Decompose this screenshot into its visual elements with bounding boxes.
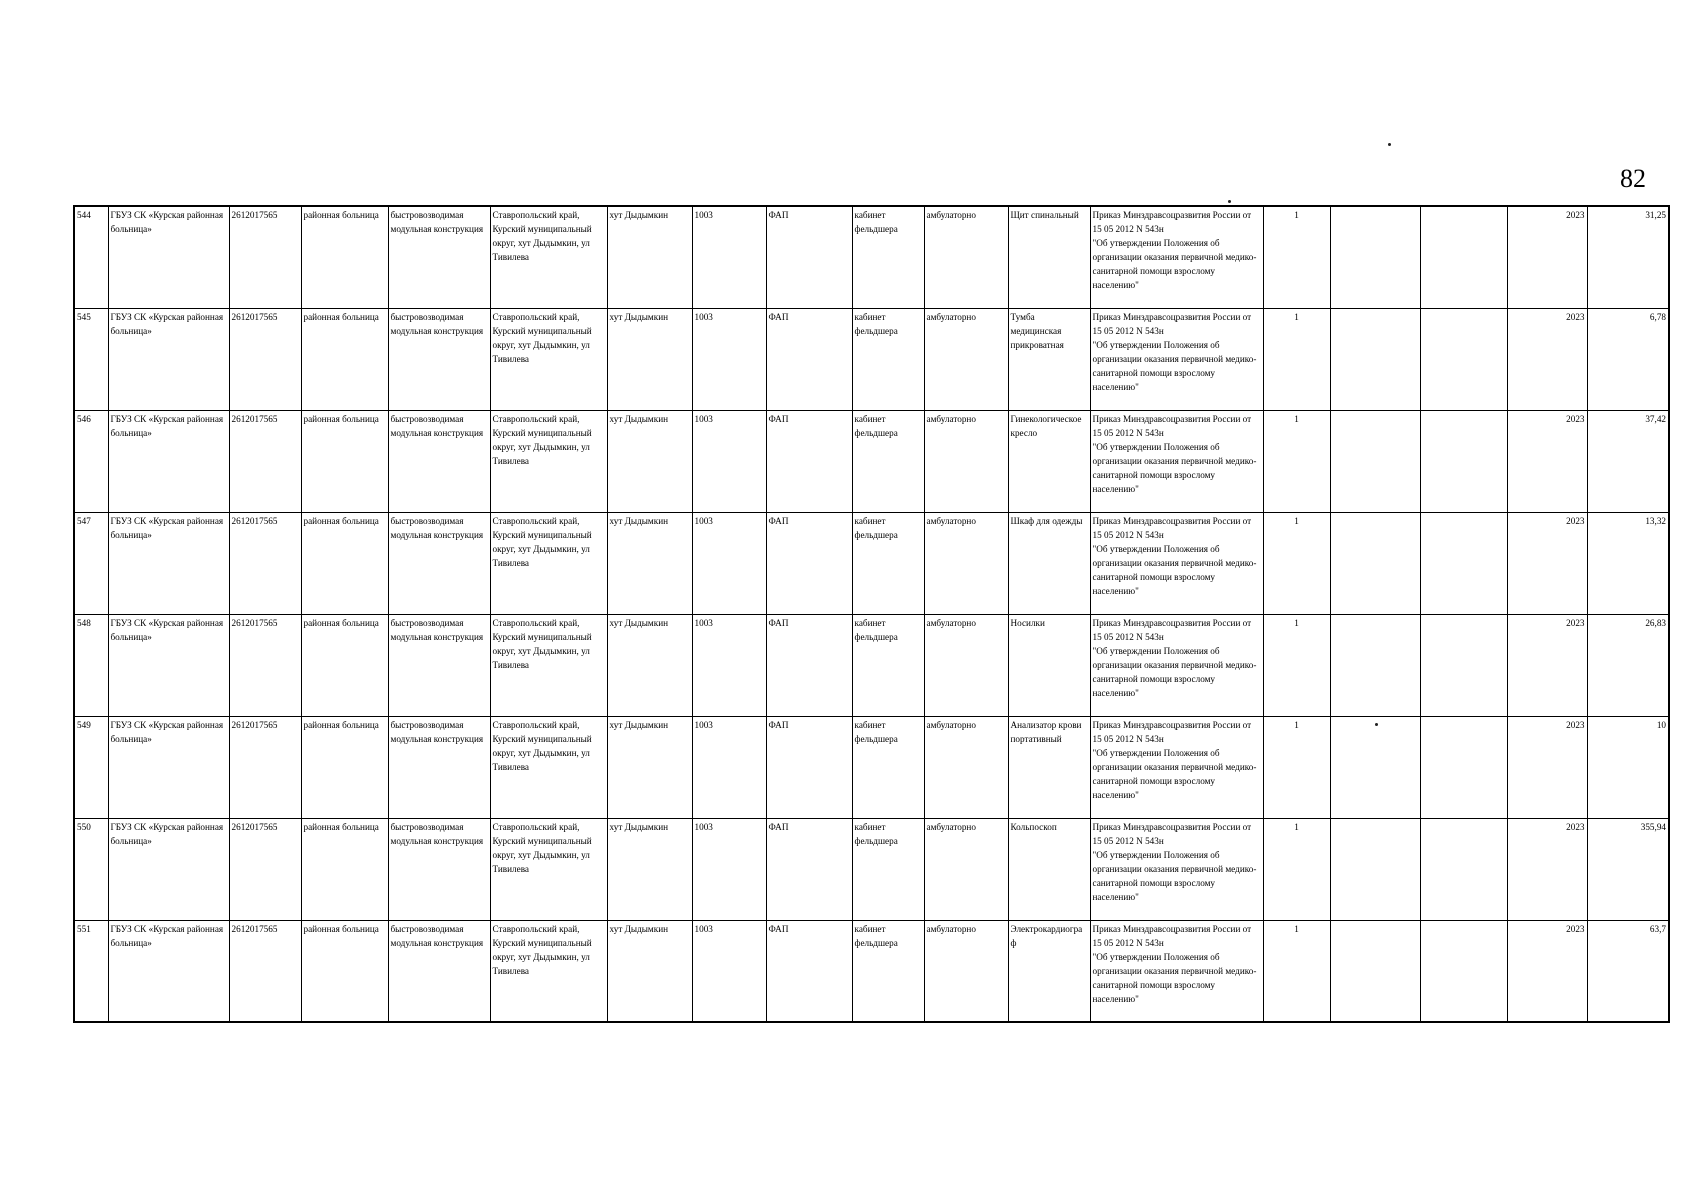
table-row <box>74 410 1669 512</box>
order-cell <box>1090 614 1263 716</box>
equipment-cell: Гинекологическое кресло <box>1008 410 1090 512</box>
locality-cell: хут Дыдымкин <box>607 308 692 410</box>
amount-cell: 10 <box>1587 716 1669 818</box>
empty-cell <box>1330 920 1420 1022</box>
unit-cell: ФАП <box>766 206 852 308</box>
empty-cell <box>1420 206 1507 308</box>
unit-cell: ФАП <box>766 818 852 920</box>
empty-cell <box>1420 920 1507 1022</box>
order-title: Приказ Минздравсоцразвития России от 15 05 2012 N 543н <box>1092 821 1252 846</box>
care-form-cell: амбулаторно <box>924 614 1008 716</box>
facility-type-cell: районная больница <box>301 818 388 920</box>
locality-cell: хут Дыдымкин <box>607 920 692 1022</box>
empty-cell <box>1420 716 1507 818</box>
care-form-cell: амбулаторно <box>924 818 1008 920</box>
code-cell: 1003 <box>692 206 766 308</box>
facility-type-cell: районная больница <box>301 308 388 410</box>
row-number: 544 <box>74 206 108 308</box>
care-form-cell: амбулаторно <box>924 410 1008 512</box>
empty-cell <box>1420 308 1507 410</box>
organization-cell: ГБУЗ СК «Курская районная больница» <box>108 206 229 308</box>
table-row <box>74 512 1669 614</box>
code-cell: 1003 <box>692 818 766 920</box>
locality-cell: хут Дыдымкин <box>607 512 692 614</box>
organization-cell: ГБУЗ СК «Курская районная больница» <box>108 410 229 512</box>
quantity-cell: 1 <box>1263 308 1330 410</box>
address-cell: Ставропольский край, Курский муниципальный округ, хут Дыдымкин, ул Тивилева <box>490 716 607 818</box>
order-text: "Об утверждении Положения об организации оказания первичной медико-санитарной помощи взрослому населению" <box>1092 543 1257 596</box>
inn-cell: 2612017565 <box>229 410 301 512</box>
building-type-cell: быстровозводимая модульная конструкция <box>388 206 490 308</box>
code-cell: 1003 <box>692 512 766 614</box>
organization-cell: ГБУЗ СК «Курская районная больница» <box>108 920 229 1022</box>
amount-cell: 26,83 <box>1587 614 1669 716</box>
organization-cell: ГБУЗ СК «Курская районная больница» <box>108 818 229 920</box>
table-row <box>74 818 1669 920</box>
quantity-cell: 1 <box>1263 512 1330 614</box>
order-title: Приказ Минздравсоцразвития России от 15 05 2012 N 543н <box>1092 311 1252 336</box>
table-row <box>74 614 1669 716</box>
order-title: Приказ Минздравсоцразвития России от 15 05 2012 N 543н <box>1092 210 1252 234</box>
facility-type-cell: районная больница <box>301 614 388 716</box>
order-cell <box>1090 308 1263 410</box>
table-row <box>74 716 1669 818</box>
code-cell: 1003 <box>692 614 766 716</box>
order-cell <box>1090 512 1263 614</box>
amount-cell: 63,7 <box>1587 920 1669 1022</box>
unit-cell: ФАП <box>766 410 852 512</box>
order-cell <box>1090 920 1263 1022</box>
order-cell <box>1090 716 1263 818</box>
building-type-cell: быстровозводимая модульная конструкция <box>388 818 490 920</box>
unit-cell: ФАП <box>766 614 852 716</box>
order-title: Приказ Минздравсоцразвития России от 15 05 2012 N 543н <box>1092 515 1252 540</box>
address-cell: Ставропольский край, Курский муниципальный округ, хут Дыдымкин, ул Тивилева <box>490 818 607 920</box>
organization-cell: ГБУЗ СК «Курская районная больница» <box>108 716 229 818</box>
order-title: Приказ Минздравсоцразвития России от 15 05 2012 N 543н <box>1092 923 1252 948</box>
care-form-cell: амбулаторно <box>924 308 1008 410</box>
year-cell: 2023 <box>1507 512 1587 614</box>
amount-cell: 6,78 <box>1587 308 1669 410</box>
care-form-cell: амбулаторно <box>924 716 1008 818</box>
organization-cell: ГБУЗ СК «Курская районная больница» <box>108 512 229 614</box>
row-number: 545 <box>74 308 108 410</box>
address-cell: Ставропольский край, Курский муниципальный округ, хут Дыдымкин, ул Тивилева <box>490 410 607 512</box>
equipment-cell: Электрокардиограф <box>1008 920 1090 1022</box>
facility-type-cell: районная больница <box>301 716 388 818</box>
year-cell: 2023 <box>1507 308 1587 410</box>
row-number: 551 <box>74 920 108 1022</box>
row-number: 550 <box>74 818 108 920</box>
equipment-cell: Носилки <box>1008 614 1090 716</box>
room-cell: кабинет фельдшера <box>852 410 924 512</box>
address-cell: Ставропольский край, Курский муниципальный округ, хут Дыдымкин, ул Тивилева <box>490 308 607 410</box>
order-text: "Об утверждении Положения об организации оказания первичной медико-санитарной помощи взрослому населению" <box>1092 441 1257 494</box>
equipment-cell: Анализатор крови портативный <box>1008 716 1090 818</box>
room-cell: кабинет фельдшера <box>852 512 924 614</box>
empty-cell <box>1330 512 1420 614</box>
row-number: 547 <box>74 512 108 614</box>
quantity-cell: 1 <box>1263 818 1330 920</box>
amount-cell: 355,94 <box>1587 818 1669 920</box>
order-text: "Об утверждении Положения об организации оказания первичной медико-санитарной помощи взрослому населению" <box>1092 645 1257 698</box>
empty-cell <box>1420 512 1507 614</box>
room-cell: кабинет фельдшера <box>852 206 924 308</box>
order-text: "Об утверждении Положения об организации оказания первичной медико-санитарной помощи взрослому населению" <box>1092 339 1257 392</box>
locality-cell: хут Дыдымкин <box>607 716 692 818</box>
equipment-cell: Шкаф для одежды <box>1008 512 1090 614</box>
row-number: 548 <box>74 614 108 716</box>
order-text: "Об утверждении Положения об организации оказания первичной медико-санитарной помощи взрослому населению" <box>1092 849 1257 902</box>
inn-cell: 2612017565 <box>229 818 301 920</box>
address-cell: Ставропольский край, Курский муниципальный округ, хут Дыдымкин, ул Тивилева <box>490 920 607 1022</box>
code-cell: 1003 <box>692 308 766 410</box>
address-cell: Ставропольский край, Курский муниципальный округ, хут Дыдымкин, ул Тивилева <box>490 614 607 716</box>
locality-cell: хут Дыдымкин <box>607 614 692 716</box>
unit-cell: ФАП <box>766 512 852 614</box>
code-cell: 1003 <box>692 410 766 512</box>
organization-cell: ГБУЗ СК «Курская районная больница» <box>108 614 229 716</box>
amount-cell: 37,42 <box>1587 410 1669 512</box>
empty-cell <box>1330 410 1420 512</box>
building-type-cell: быстровозводимая модульная конструкция <box>388 920 490 1022</box>
inn-cell: 2612017565 <box>229 920 301 1022</box>
locality-cell: хут Дыдымкин <box>607 818 692 920</box>
empty-cell <box>1330 716 1420 818</box>
address-cell: Ставропольский край, Курский муниципальный округ, хут Дыдымкин, ул Тивилева <box>490 206 607 308</box>
code-cell: 1003 <box>692 716 766 818</box>
care-form-cell: амбулаторно <box>924 920 1008 1022</box>
table-row <box>74 206 1669 308</box>
building-type-cell: быстровозводимая модульная конструкция <box>388 410 490 512</box>
facility-type-cell: районная больница <box>301 920 388 1022</box>
locality-cell: хут Дыдымкин <box>607 410 692 512</box>
building-type-cell: быстровозводимая модульная конструкция <box>388 512 490 614</box>
amount-cell: 13,32 <box>1587 512 1669 614</box>
empty-cell <box>1420 410 1507 512</box>
locality-cell: хут Дыдымкин <box>607 206 692 308</box>
inn-cell: 2612017565 <box>229 716 301 818</box>
order-title: Приказ Минздравсоцразвития России от 15 05 2012 N 543н <box>1092 719 1252 744</box>
row-number: 546 <box>74 410 108 512</box>
building-type-cell: быстровозводимая модульная конструкция <box>388 308 490 410</box>
amount-cell: 31,25 <box>1587 206 1669 308</box>
order-text: "Об утверждении Положения об организации оказания первичной медико-санитарной помощи взрослому населению" <box>1092 747 1257 800</box>
order-cell <box>1090 818 1263 920</box>
address-cell: Ставропольский край, Курский муниципальный округ, хут Дыдымкин, ул Тивилева <box>490 512 607 614</box>
facility-type-cell: районная больница <box>301 512 388 614</box>
quantity-cell: 1 <box>1263 920 1330 1022</box>
unit-cell: ФАП <box>766 920 852 1022</box>
building-type-cell: быстровозводимая модульная конструкция <box>388 614 490 716</box>
organization-cell: ГБУЗ СК «Курская районная больница» <box>108 308 229 410</box>
inn-cell: 2612017565 <box>229 206 301 308</box>
care-form-cell: амбулаторно <box>924 206 1008 308</box>
scan-speck <box>1388 143 1391 146</box>
inn-cell: 2612017565 <box>229 512 301 614</box>
order-text: "Об утверждении Положения об организации оказания первичной медико-санитарной помощи взрослому населению" <box>1092 238 1257 290</box>
care-form-cell: амбулаторно <box>924 512 1008 614</box>
room-cell: кабинет фельдшера <box>852 818 924 920</box>
inn-cell: 2612017565 <box>229 614 301 716</box>
unit-cell: ФАП <box>766 716 852 818</box>
room-cell: кабинет фельдшера <box>852 614 924 716</box>
facility-type-cell: районная больница <box>301 410 388 512</box>
room-cell: кабинет фельдшера <box>852 716 924 818</box>
table-body <box>74 206 1669 1022</box>
empty-cell <box>1330 308 1420 410</box>
quantity-cell: 1 <box>1263 206 1330 308</box>
page-number: 82 <box>1620 164 1646 193</box>
facility-type-cell: районная больница <box>301 206 388 308</box>
year-cell: 2023 <box>1507 818 1587 920</box>
year-cell: 2023 <box>1507 206 1587 308</box>
quantity-cell: 1 <box>1263 410 1330 512</box>
scan-speck <box>1228 200 1231 203</box>
order-text: "Об утверждении Положения об организации оказания первичной медико-санитарной помощи взрослому населению" <box>1092 951 1257 1004</box>
year-cell: 2023 <box>1507 614 1587 716</box>
equipment-cell: Тумба медицинская прикроватная <box>1008 308 1090 410</box>
empty-cell <box>1420 818 1507 920</box>
year-cell: 2023 <box>1507 716 1587 818</box>
order-cell <box>1090 206 1263 308</box>
row-number: 549 <box>74 716 108 818</box>
year-cell: 2023 <box>1507 410 1587 512</box>
order-title: Приказ Минздравсоцразвития России от 15 05 2012 N 543н <box>1092 617 1252 642</box>
room-cell: кабинет фельдшера <box>852 920 924 1022</box>
table-row <box>74 920 1669 1022</box>
quantity-cell: 1 <box>1263 716 1330 818</box>
equipment-cell: Кольпоскоп <box>1008 818 1090 920</box>
equipment-registry-table <box>73 205 1670 1023</box>
table-row <box>74 308 1669 410</box>
empty-cell <box>1420 614 1507 716</box>
empty-cell <box>1330 206 1420 308</box>
empty-cell <box>1330 614 1420 716</box>
order-title: Приказ Минздравсоцразвития России от 15 05 2012 N 543н <box>1092 413 1252 438</box>
quantity-cell: 1 <box>1263 614 1330 716</box>
unit-cell: ФАП <box>766 308 852 410</box>
equipment-cell: Щит спинальный <box>1008 206 1090 308</box>
order-cell <box>1090 410 1263 512</box>
building-type-cell: быстровозводимая модульная конструкция <box>388 716 490 818</box>
code-cell: 1003 <box>692 920 766 1022</box>
year-cell: 2023 <box>1507 920 1587 1022</box>
inn-cell: 2612017565 <box>229 308 301 410</box>
empty-cell <box>1330 818 1420 920</box>
room-cell: кабинет фельдшера <box>852 308 924 410</box>
